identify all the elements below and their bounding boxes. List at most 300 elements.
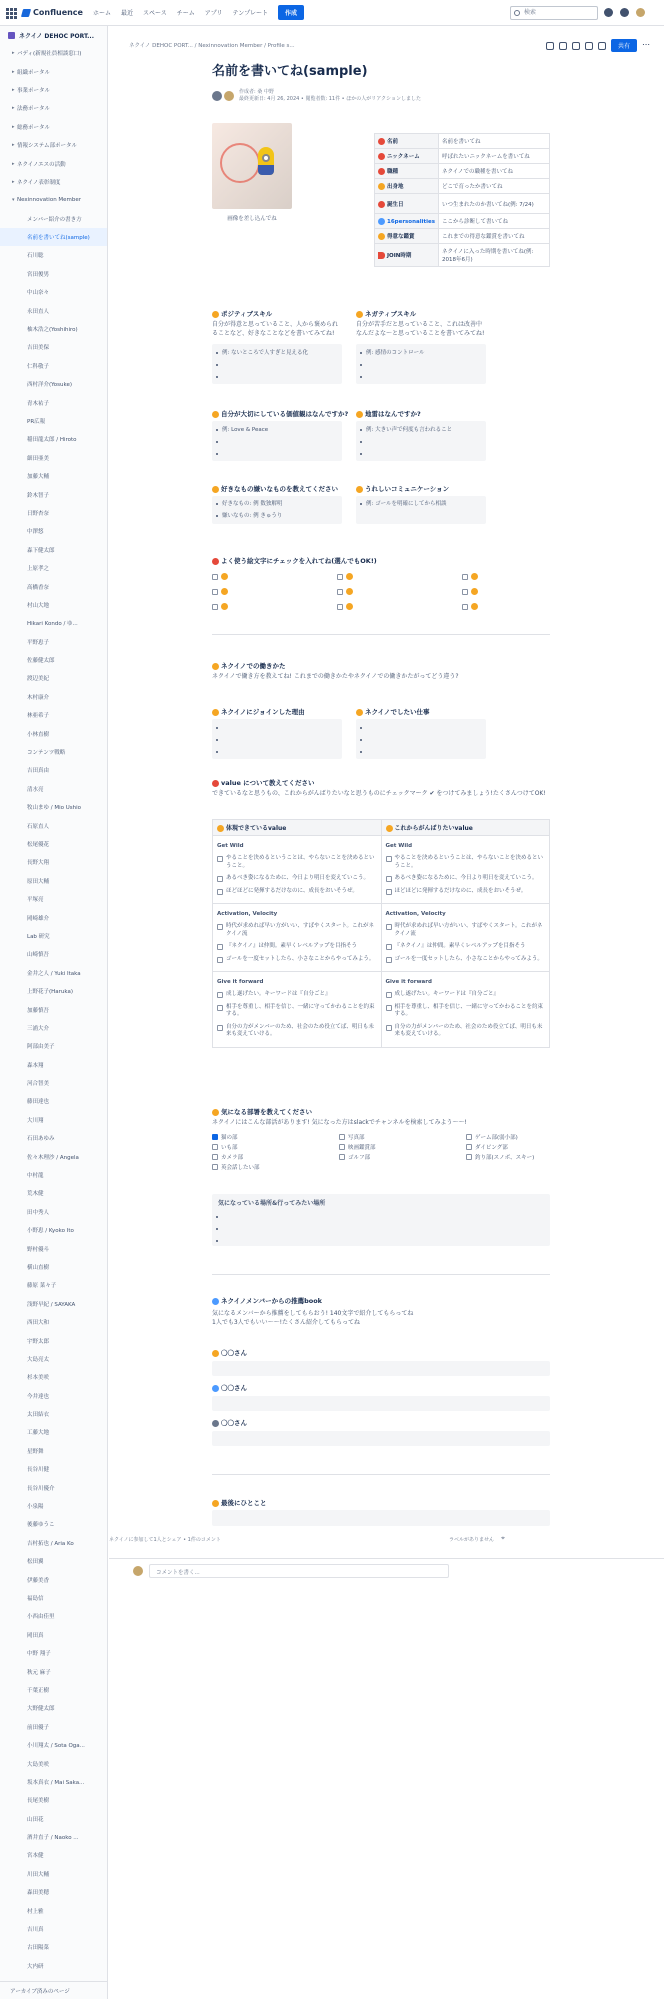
- value-row: [213, 836, 550, 904]
- value-checkbox-item[interactable]: [386, 943, 546, 951]
- want-job-panel[interactable]: [356, 719, 486, 759]
- sidebar-item[interactable]: [0, 1699, 107, 1717]
- join-reason-panel[interactable]: [212, 719, 342, 759]
- chevron-icon[interactable]: ▸: [12, 86, 15, 93]
- nav-teams[interactable]: チーム: [176, 10, 195, 17]
- sweat-emoji-icon: [356, 311, 363, 318]
- club-checkbox[interactable]: [339, 1143, 376, 1151]
- info-value[interactable]: 呼ばれたいニックネームを書いてね: [439, 149, 550, 164]
- avatar[interactable]: [636, 8, 645, 17]
- checkbox[interactable]: [339, 1144, 345, 1150]
- work-style-desc: ネクイノで働き方を教えてね! これまでの働きかたやネクイノでの働きかたがってどう違う?: [212, 673, 459, 680]
- value-checkbox-item[interactable]: [217, 855, 377, 870]
- emoji-checkbox[interactable]: [462, 588, 480, 595]
- sidebar-item[interactable]: [0, 1515, 107, 1533]
- value-name: Give it forward: [385, 979, 432, 985]
- sidebar-item[interactable]: [0, 1846, 107, 1864]
- sidebar-item[interactable]: [0, 1295, 107, 1313]
- sidebar-item[interactable]: [0, 1607, 107, 1625]
- sidebar-item[interactable]: [0, 1810, 107, 1828]
- club-checkbox[interactable]: [339, 1133, 365, 1141]
- sidebar-item[interactable]: [0, 853, 107, 871]
- club-checkbox[interactable]: [466, 1153, 534, 1161]
- value-checkbox-item[interactable]: [217, 888, 377, 896]
- commenter-avatar: [133, 1566, 143, 1576]
- checkbox[interactable]: [466, 1154, 472, 1160]
- sidebar-item-label: 宮田俊男: [27, 271, 50, 278]
- comment-input[interactable]: コメントを書く...: [149, 1564, 449, 1578]
- list-item: [212, 1235, 550, 1247]
- sidebar-item[interactable]: [0, 1239, 107, 1257]
- confluence-logo[interactable]: Confluence: [22, 8, 83, 17]
- sidebar-item[interactable]: [0, 136, 107, 154]
- share-button[interactable]: 共有: [611, 39, 637, 52]
- sidebar-item-label: 細田亜美: [27, 455, 50, 462]
- person-1-panel[interactable]: [212, 1361, 550, 1376]
- sidebar-item[interactable]: [0, 835, 107, 853]
- sidebar-item-label: 佐々木理沙 / Angela: [27, 1154, 79, 1161]
- sidebar-item[interactable]: [0, 688, 107, 706]
- checkbox[interactable]: [337, 589, 343, 595]
- info-value[interactable]: 名前を書いてね: [439, 134, 550, 149]
- info-value[interactable]: どこで育ったか書いてね: [439, 179, 550, 194]
- sidebar-item[interactable]: [0, 357, 107, 375]
- sidebar-item[interactable]: [0, 1791, 107, 1809]
- sidebar-item[interactable]: [0, 596, 107, 614]
- chevron-icon[interactable]: ▾: [12, 197, 15, 204]
- value-checkbox-item[interactable]: [386, 875, 546, 883]
- sidebar-item[interactable]: [0, 1570, 107, 1588]
- value-checkbox-item[interactable]: [386, 991, 546, 999]
- sidebar-item[interactable]: [0, 430, 107, 448]
- sidebar-item[interactable]: [0, 669, 107, 687]
- sidebar-item-label: 上野花子(Haruka): [27, 989, 74, 996]
- person-2-panel[interactable]: [212, 1396, 550, 1411]
- sidebar-item[interactable]: [0, 1313, 107, 1331]
- sidebar-item[interactable]: [0, 1865, 107, 1883]
- sidebar-item[interactable]: [0, 743, 107, 761]
- checkbox[interactable]: [217, 944, 223, 950]
- page-meta: 最終更新日: 4月 26, 2024 • 閲覧者数: 11件 • ほかの人がリアクションしました: [239, 96, 421, 102]
- sidebar-item[interactable]: [0, 522, 107, 540]
- edit-icon[interactable]: [546, 42, 554, 50]
- landmine-panel[interactable]: [356, 421, 486, 461]
- restrictions-icon[interactable]: [598, 42, 606, 50]
- goggle: [262, 154, 270, 162]
- value-checkbox-item[interactable]: [386, 855, 546, 870]
- sidebar-item-label: 原田大輔: [27, 878, 50, 885]
- sidebar-item[interactable]: [0, 872, 107, 890]
- sidebar-item[interactable]: [0, 485, 107, 503]
- communication-panel[interactable]: [356, 496, 486, 524]
- checkbox[interactable]: [217, 856, 223, 862]
- chevron-icon[interactable]: ▸: [12, 123, 15, 130]
- sidebar-item[interactable]: [0, 927, 107, 945]
- sidebar: [0, 26, 108, 1999]
- info-row: [375, 149, 550, 164]
- chevron-icon[interactable]: ▸: [12, 50, 15, 57]
- sidebar-item[interactable]: [0, 1589, 107, 1607]
- checkbox[interactable]: [217, 992, 223, 998]
- emoji-checkbox[interactable]: [212, 603, 230, 610]
- sidebar-item[interactable]: [0, 1754, 107, 1772]
- negative-skill-desc: 自分が苦手だと思っていること、これは改善中なんだよな〜と思っていることを書いてみてね!: [356, 321, 485, 337]
- checkbox[interactable]: [386, 992, 392, 998]
- sidebar-item[interactable]: [0, 1442, 107, 1460]
- emoji-checkbox[interactable]: [337, 588, 355, 595]
- sidebar-item[interactable]: [0, 1368, 107, 1386]
- list-item: 例: ゴールを明確にしてから相談: [356, 498, 486, 510]
- value-name: Activation, Velocity: [385, 911, 446, 917]
- sidebar-item-label: Hikari Kondo / ゆ...: [27, 621, 78, 628]
- sidebar-item[interactable]: [0, 559, 107, 577]
- sidebar-item[interactable]: [0, 1387, 107, 1405]
- sidebar-item[interactable]: [0, 816, 107, 834]
- club-checkbox[interactable]: [212, 1153, 243, 1161]
- sidebar-item-label: 木村康介: [27, 694, 50, 701]
- sidebar-item[interactable]: [0, 1957, 107, 1975]
- sidebar-item[interactable]: [0, 1460, 107, 1478]
- sidebar-item[interactable]: [0, 228, 107, 246]
- checkbox[interactable]: [339, 1134, 345, 1140]
- sidebar-item[interactable]: [0, 210, 107, 228]
- checkbox[interactable]: [339, 1154, 345, 1160]
- comment-icon[interactable]: [559, 42, 567, 50]
- sidebar-item-label: 吉川真: [27, 1927, 44, 1934]
- club-checkbox[interactable]: [466, 1143, 508, 1151]
- sidebar-item[interactable]: [0, 62, 107, 80]
- sidebar-item[interactable]: [0, 1111, 107, 1129]
- sidebar-item[interactable]: [0, 1736, 107, 1754]
- sidebar-item[interactable]: [0, 1129, 107, 1147]
- sidebar-item[interactable]: [0, 1221, 107, 1239]
- create-button[interactable]: 作成: [278, 5, 304, 20]
- positive-skill-panel[interactable]: [212, 344, 342, 384]
- sidebar-item[interactable]: [0, 320, 107, 338]
- sidebar-item[interactable]: [0, 982, 107, 1000]
- value-checkbox-item[interactable]: [386, 923, 546, 938]
- nav-recent[interactable]: 最近: [121, 10, 134, 17]
- sidebar-item[interactable]: [0, 504, 107, 522]
- sidebar-item[interactable]: [0, 1423, 107, 1441]
- info-value[interactable]: いつ生まれたのか書いてね(例: 7/24): [439, 194, 550, 214]
- checkbox[interactable]: [212, 1164, 218, 1170]
- info-key: [375, 179, 439, 194]
- values-panel[interactable]: [212, 421, 342, 461]
- chevron-icon[interactable]: ▸: [12, 68, 15, 75]
- sidebar-item[interactable]: [0, 1350, 107, 1368]
- sidebar-item[interactable]: [0, 633, 107, 651]
- value-row: [213, 972, 550, 1048]
- sidebar-item-label: 三浦大介: [27, 1025, 50, 1032]
- value-item-label: ゴールを一度セットしたら、小さなことからやってみよう。: [226, 955, 375, 962]
- sidebar-item[interactable]: [0, 908, 107, 926]
- sidebar-item-label: 小川翔太 / Sota Oga...: [27, 1743, 85, 1750]
- checkbox[interactable]: [386, 889, 392, 895]
- sidebar-item-label: 牧山まゆ / Mio Ushio: [27, 805, 82, 812]
- sidebar-item[interactable]: [0, 964, 107, 982]
- emoji-heading: よく使う絵文字にチェックを入れてね(選んでもOK!): [212, 556, 377, 565]
- more-icon[interactable]: ⋯: [642, 39, 650, 49]
- sidebar-item[interactable]: [0, 467, 107, 485]
- sidebar-item-label: 今井達也: [27, 1393, 50, 1400]
- label-icon[interactable]: ⌖: [501, 1534, 505, 1542]
- sidebar-item[interactable]: [0, 246, 107, 264]
- sidebar-item[interactable]: [0, 449, 107, 467]
- checkbox[interactable]: [217, 889, 223, 895]
- checkbox[interactable]: [386, 944, 392, 950]
- checkbox[interactable]: [217, 876, 223, 882]
- value-checkbox-item[interactable]: [217, 956, 377, 964]
- sidebar-item[interactable]: [0, 1055, 107, 1073]
- sidebar-item[interactable]: [0, 651, 107, 669]
- checkbox[interactable]: [386, 856, 392, 862]
- sidebar-item-label: 小野恵 / Kyoko Ito: [27, 1228, 74, 1235]
- sidebar-item[interactable]: [0, 614, 107, 632]
- checkbox[interactable]: [462, 589, 468, 595]
- info-emoji-icon: [378, 201, 385, 208]
- join-reason-heading: ネクイノにジョインした理由: [212, 707, 305, 716]
- sidebar-item[interactable]: [0, 706, 107, 724]
- sidebar-item[interactable]: [0, 265, 107, 283]
- value-checkbox-item[interactable]: [217, 875, 377, 883]
- value-cell: [381, 904, 550, 972]
- target-drawing: [220, 143, 260, 183]
- nav-apps[interactable]: アプリ: [204, 10, 223, 17]
- info-row: [375, 164, 550, 179]
- person-3-panel[interactable]: [212, 1431, 550, 1446]
- checkbox[interactable]: [466, 1134, 472, 1140]
- sidebar-item[interactable]: [0, 1920, 107, 1938]
- want-job-heading: ネクイノでしたい仕事: [356, 707, 429, 716]
- notification-icon[interactable]: [604, 8, 613, 17]
- sidebar-item[interactable]: [0, 1331, 107, 1349]
- sidebar-item-label: 鈴木智子: [27, 492, 50, 499]
- checkbox[interactable]: [337, 604, 343, 610]
- checkbox[interactable]: [212, 1154, 218, 1160]
- emoji-checkbox[interactable]: [462, 573, 480, 580]
- sidebar-item[interactable]: [0, 724, 107, 742]
- club-checkbox[interactable]: [212, 1163, 260, 1171]
- checkbox[interactable]: [386, 924, 392, 930]
- sidebar-item[interactable]: [0, 1534, 107, 1552]
- sidebar-item-label: 吉村拓也 / Aria Ko: [27, 1540, 74, 1547]
- sidebar-item-label: 上原孝之: [27, 566, 50, 573]
- negative-skill-heading: ネガティブスキル: [356, 309, 416, 318]
- sidebar-item-label: 大島亮太: [27, 1356, 50, 1363]
- sidebar-item[interactable]: [0, 1681, 107, 1699]
- sidebar-item[interactable]: [0, 1092, 107, 1110]
- sidebar-item-label: 吉田真由: [27, 768, 50, 775]
- sidebar-item[interactable]: [0, 780, 107, 798]
- sidebar-item[interactable]: [0, 301, 107, 319]
- info-value[interactable]: ネクイノでの職種を書いてね: [439, 164, 550, 179]
- info-emoji-icon: [378, 252, 385, 259]
- sidebar-item[interactable]: [0, 798, 107, 816]
- author-avatar[interactable]: [212, 91, 222, 101]
- club-checkbox[interactable]: [212, 1133, 238, 1141]
- likes-panel[interactable]: [212, 496, 342, 524]
- sidebar-item[interactable]: [0, 761, 107, 779]
- chevron-icon[interactable]: ▸: [12, 160, 15, 167]
- archived-pages-link[interactable]: アーカイブ済みのページ: [0, 1981, 108, 1999]
- sidebar-item[interactable]: [0, 1644, 107, 1662]
- sidebar-item-label: 坂本真衣 / Mai Saka...: [27, 1779, 85, 1786]
- emoji-checkbox[interactable]: [212, 588, 230, 595]
- club-label: 猫の部: [221, 1135, 238, 1141]
- value-checkbox-item[interactable]: [217, 1004, 377, 1019]
- checkbox[interactable]: [212, 1144, 218, 1150]
- sidebar-item[interactable]: [0, 1662, 107, 1680]
- places-panel[interactable]: [212, 1194, 550, 1246]
- sidebar-item[interactable]: [0, 1019, 107, 1037]
- sidebar-item[interactable]: [0, 154, 107, 172]
- value-checkbox-item[interactable]: [217, 1024, 377, 1039]
- checkbox[interactable]: [462, 604, 468, 610]
- checkbox[interactable]: [212, 604, 218, 610]
- emoji-checkbox[interactable]: [212, 573, 230, 580]
- info-value[interactable]: これまでの得意な鑑賞を書いてね: [439, 229, 550, 244]
- sidebar-item[interactable]: [0, 393, 107, 411]
- sidebar-item[interactable]: [0, 1626, 107, 1644]
- sidebar-item[interactable]: [0, 1000, 107, 1018]
- sidebar-item[interactable]: [0, 541, 107, 559]
- main-content: [109, 26, 664, 1999]
- sidebar-item[interactable]: [0, 173, 107, 191]
- chevron-icon[interactable]: ▸: [12, 142, 15, 149]
- sidebar-item[interactable]: [0, 338, 107, 356]
- sidebar-item[interactable]: [0, 191, 107, 209]
- sidebar-item[interactable]: [0, 1258, 107, 1276]
- app-switcher-icon[interactable]: [6, 8, 16, 18]
- checkbox[interactable]: [466, 1144, 472, 1150]
- sidebar-item[interactable]: [0, 1901, 107, 1919]
- sidebar-item[interactable]: [0, 283, 107, 301]
- sidebar-item[interactable]: [0, 1147, 107, 1165]
- info-value[interactable]: ここから診断して書いてね: [439, 214, 550, 229]
- checkbox[interactable]: [386, 957, 392, 963]
- chevron-icon[interactable]: ▸: [12, 105, 15, 112]
- emoji-checkbox[interactable]: [337, 573, 355, 580]
- sidebar-item[interactable]: [0, 375, 107, 393]
- list-item: [212, 359, 342, 371]
- value-checkbox-item[interactable]: [386, 1024, 546, 1039]
- last-word-panel[interactable]: [212, 1510, 550, 1526]
- watch-icon[interactable]: [585, 42, 593, 50]
- checkbox[interactable]: [386, 876, 392, 882]
- sidebar-item[interactable]: [0, 1883, 107, 1901]
- value-checkbox-item[interactable]: [386, 888, 546, 896]
- sidebar-item-label: 横山直樹: [27, 1264, 50, 1271]
- value-checkbox-item[interactable]: [386, 956, 546, 964]
- info-key: [375, 194, 439, 214]
- negative-skill-panel[interactable]: [356, 344, 486, 384]
- emoji-checkbox[interactable]: [337, 603, 355, 610]
- checkbox[interactable]: [217, 957, 223, 963]
- sidebar-item[interactable]: [0, 577, 107, 595]
- checkbox[interactable]: [386, 1005, 392, 1011]
- checkbox[interactable]: [212, 574, 218, 580]
- help-icon[interactable]: [620, 8, 629, 17]
- value-checkbox-item[interactable]: [217, 943, 377, 951]
- page-footer-left[interactable]: ネクイノに参加して1人とシェア • 1件のコメント: [109, 1537, 221, 1543]
- sidebar-item[interactable]: [0, 1718, 107, 1736]
- sidebar-item[interactable]: [0, 99, 107, 117]
- sidebar-item-label: 加藤大輔: [27, 474, 50, 481]
- sidebar-item[interactable]: [0, 1166, 107, 1184]
- sidebar-item[interactable]: [0, 1276, 107, 1294]
- sidebar-item[interactable]: [0, 1552, 107, 1570]
- sidebar-item[interactable]: [0, 81, 107, 99]
- nav-templates[interactable]: テンプレート: [232, 10, 268, 17]
- value-checkbox-item[interactable]: [217, 991, 377, 999]
- checkbox[interactable]: [212, 1134, 218, 1140]
- sidebar-item[interactable]: [0, 1405, 107, 1423]
- sidebar-item[interactable]: [0, 1478, 107, 1496]
- emoji-checkbox[interactable]: [462, 603, 480, 610]
- value-checkbox-item[interactable]: [386, 1004, 546, 1019]
- author-avatar-2[interactable]: [224, 91, 234, 101]
- sidebar-item-label: 永田直人: [27, 308, 50, 315]
- checkbox[interactable]: [462, 574, 468, 580]
- sidebar-tree: [0, 44, 107, 1975]
- checkbox[interactable]: [212, 589, 218, 595]
- fire-emoji-icon: [386, 825, 393, 832]
- sidebar-item[interactable]: [0, 945, 107, 963]
- sidebar-item[interactable]: [0, 44, 107, 62]
- sidebar-item[interactable]: [0, 118, 107, 136]
- checkbox[interactable]: [217, 1025, 223, 1031]
- sidebar-item-label: 加藤慎吾: [27, 1007, 50, 1014]
- checkbox[interactable]: [217, 924, 223, 930]
- sidebar-item-label: 石原直人: [27, 823, 50, 830]
- sidebar-item-label: 森本翔: [27, 1062, 44, 1069]
- nav-spaces[interactable]: スペース: [143, 10, 167, 17]
- chevron-icon[interactable]: ▸: [12, 178, 15, 185]
- sidebar-item[interactable]: [0, 412, 107, 430]
- sidebar-item[interactable]: [0, 1773, 107, 1791]
- info-value[interactable]: ネクイノに入った時期を書いてね(例: 2018年6月): [439, 244, 550, 267]
- sidebar-item-label: 長尾美樹: [27, 1798, 50, 1805]
- author-name[interactable]: 作成者: 桑 中野: [239, 89, 274, 95]
- club-checkbox[interactable]: [466, 1133, 518, 1141]
- nav-home[interactable]: ホーム: [92, 10, 111, 17]
- sidebar-item[interactable]: [0, 1828, 107, 1846]
- breadcrumb[interactable]: ネクイノ DEHOC PORT... / Nexinnovation Member / Profile s...: [129, 43, 295, 49]
- sidebar-item[interactable]: [0, 890, 107, 908]
- checkbox[interactable]: [337, 574, 343, 580]
- club-checkbox[interactable]: [339, 1153, 370, 1161]
- checkbox[interactable]: [386, 1025, 392, 1031]
- sidebar-space-header[interactable]: ネクイノ DEHOC PORT...: [0, 26, 107, 44]
- sidebar-item[interactable]: [0, 1938, 107, 1956]
- sidebar-item[interactable]: [0, 1203, 107, 1221]
- sidebar-item[interactable]: [0, 1184, 107, 1202]
- value-checkbox-item[interactable]: [217, 923, 377, 938]
- sidebar-item[interactable]: [0, 1497, 107, 1515]
- value-col-done: 体現できているvalue: [213, 820, 382, 836]
- person-1-heading: 〇〇さん: [212, 1348, 247, 1357]
- info-key: [375, 149, 439, 164]
- sidebar-item[interactable]: [0, 1037, 107, 1055]
- checkbox[interactable]: [217, 1005, 223, 1011]
- info-key-label: 職種: [387, 169, 399, 175]
- sidebar-item[interactable]: [0, 1074, 107, 1092]
- club-checkbox[interactable]: [212, 1143, 238, 1151]
- list-item: [356, 746, 486, 758]
- star-icon[interactable]: [572, 42, 580, 50]
- search-input[interactable]: 検索: [510, 6, 598, 20]
